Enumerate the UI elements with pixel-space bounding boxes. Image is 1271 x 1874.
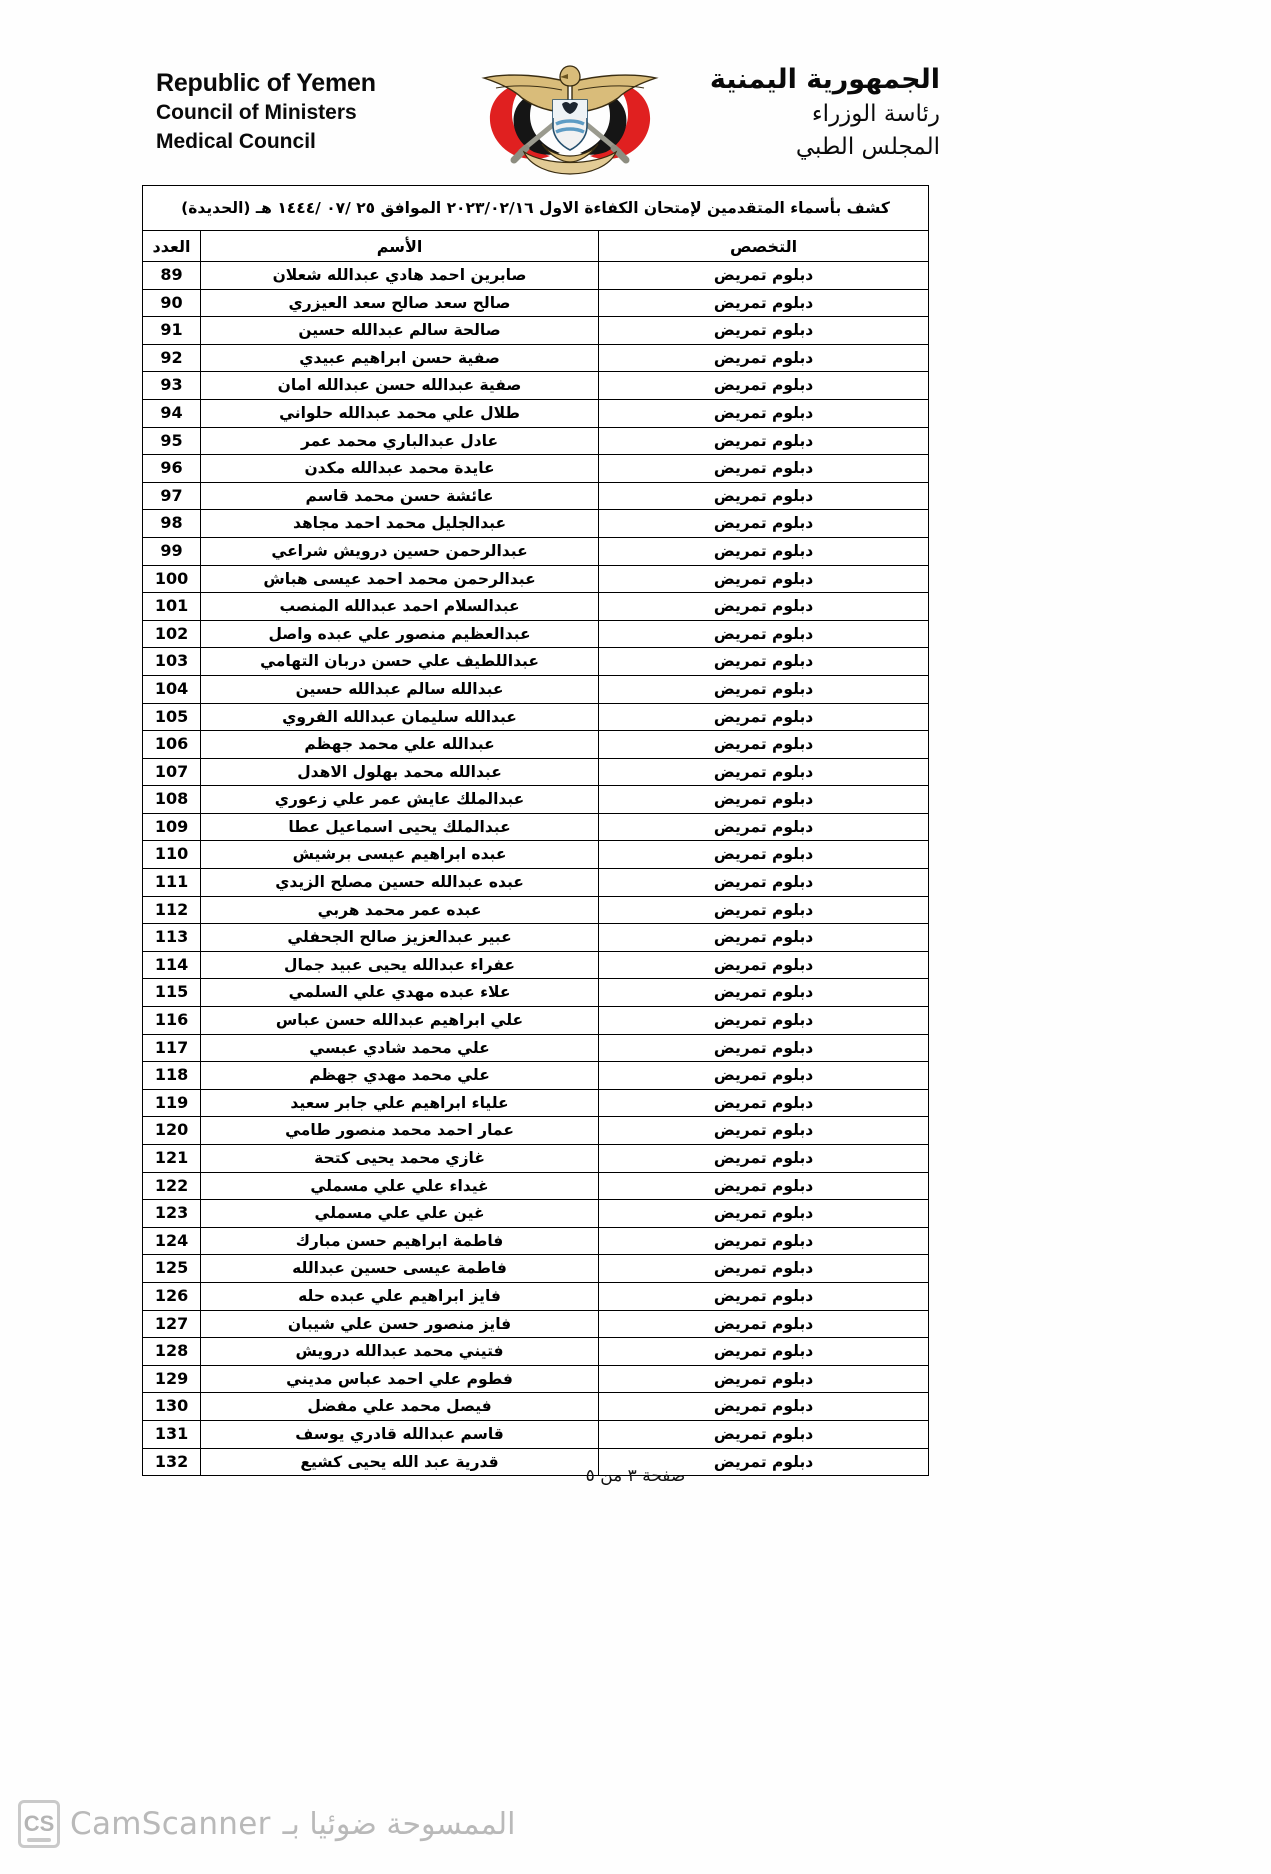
cell-specialization: دبلوم تمريض [599,841,929,869]
cell-name: عايدة محمد عبدالله مكدن [201,455,599,483]
table-row [143,1393,929,1421]
cell-specialization: دبلوم تمريض [599,399,929,427]
cell-name: صالحة سالم عبدالله حسين [201,317,599,345]
table-row [143,620,929,648]
cell-specialization: دبلوم تمريض [599,1393,929,1421]
cell-name: فاطمة عيسى حسين عبدالله [201,1255,599,1283]
cell-number: 130 [143,1393,201,1421]
table-row [143,1089,929,1117]
camscanner-watermark [18,1800,515,1848]
cell-specialization: دبلوم تمريض [599,1420,929,1448]
cell-number: 116 [143,1007,201,1035]
cell-name: صفية عبدالله حسن عبدالله امان [201,372,599,400]
cell-specialization: دبلوم تمريض [599,1145,929,1173]
cell-number: 131 [143,1420,201,1448]
cell-specialization: دبلوم تمريض [599,1448,929,1476]
table-title: كشف بأسماء المتقدمين لإمتحان الكفاءة الاول ٢٠٢٣/٠٢/١٦ الموافق ٢٥ /٠٧ /١٤٤٤ هـ (الحديدة) [143,186,929,231]
table-row [143,1255,929,1283]
table-row [143,344,929,372]
cell-number: 120 [143,1117,201,1145]
cell-specialization: دبلوم تمريض [599,896,929,924]
cell-name: علي ابراهيم عبدالله حسن عباس [201,1007,599,1035]
table-row [143,317,929,345]
cell-name: عبدالرحمن حسين درويش شراعي [201,537,599,565]
cell-name: عفراء عبدالله يحيى عبيد جمال [201,951,599,979]
table-row [143,1200,929,1228]
table-row [143,289,929,317]
cell-name: عبدالسلام احمد عبدالله المنصب [201,593,599,621]
cell-number: 108 [143,786,201,814]
cell-specialization: دبلوم تمريض [599,1034,929,1062]
cell-specialization: دبلوم تمريض [599,703,929,731]
cell-number: 102 [143,620,201,648]
table-row [143,427,929,455]
table-row [143,813,929,841]
cell-number: 90 [143,289,201,317]
cell-number: 106 [143,731,201,759]
cell-name: عبداللطيف علي حسن دربان التهامي [201,648,599,676]
cell-number: 118 [143,1062,201,1090]
cell-name: صالح سعد صالح سعد العيزري [201,289,599,317]
cell-number: 94 [143,399,201,427]
cell-number: 91 [143,317,201,345]
table-row [143,1338,929,1366]
table-row [143,924,929,952]
table-row [143,1282,929,1310]
page-number-footer: صفحة ٣ من ٥ [585,1466,686,1486]
cell-number: 114 [143,951,201,979]
cell-number: 98 [143,510,201,538]
cell-specialization: دبلوم تمريض [599,924,929,952]
cell-name: فتيني محمد عبدالله درويش [201,1338,599,1366]
cell-number: 103 [143,648,201,676]
cell-number: 126 [143,1282,201,1310]
letterhead-ar-line2: رئاسة الوزراء [811,101,940,127]
cell-specialization: دبلوم تمريض [599,813,929,841]
cell-number: 109 [143,813,201,841]
cell-specialization: دبلوم تمريض [599,1089,929,1117]
cell-name: غيداء علي علي مسملي [201,1172,599,1200]
cell-name: غازي محمد يحيى كتحة [201,1145,599,1173]
cell-name: غين علي علي مسملي [201,1200,599,1228]
cell-number: 129 [143,1365,201,1393]
table-row [143,262,929,290]
cell-specialization: دبلوم تمريض [599,455,929,483]
cell-specialization: دبلوم تمريض [599,620,929,648]
table-row [143,703,929,731]
cell-specialization: دبلوم تمريض [599,565,929,593]
cell-specialization: دبلوم تمريض [599,510,929,538]
table-row [143,1172,929,1200]
table-row [143,482,929,510]
cell-number: 100 [143,565,201,593]
cell-name: عبدالله سالم عبدالله حسين [201,675,599,703]
cell-number: 111 [143,869,201,897]
cell-name: علاء عبده مهدي علي السلمي [201,979,599,1007]
cell-number: 97 [143,482,201,510]
cell-number: 104 [143,675,201,703]
table-row [143,593,929,621]
cell-number: 105 [143,703,201,731]
camscanner-brand-text: CamScanner [70,1806,271,1842]
cell-name: علي محمد شادي عبسي [201,1034,599,1062]
cell-number: 128 [143,1338,201,1366]
table-row [143,565,929,593]
cell-number: 113 [143,924,201,952]
cell-specialization: دبلوم تمريض [599,869,929,897]
cell-name: صابرين احمد هادي عبدالله شعلان [201,262,599,290]
letterhead-english [156,68,376,156]
cell-specialization: دبلوم تمريض [599,427,929,455]
table-row [143,1227,929,1255]
cell-name: فاطمة ابراهيم حسن مبارك [201,1227,599,1255]
table-row [143,399,929,427]
table-row [143,758,929,786]
cell-number: 125 [143,1255,201,1283]
header-specialization: التخصص [599,231,929,262]
camscanner-arabic-text: الممسوحة ضوئيا بـ [282,1806,516,1842]
cell-name: عبير عبدالعزيز صالح الجحفلي [201,924,599,952]
letterhead-ar-line1: الجمهورية اليمنية [709,64,940,95]
table-row [143,372,929,400]
cell-specialization: دبلوم تمريض [599,262,929,290]
table-row [143,896,929,924]
table-row [143,455,929,483]
cell-number: 112 [143,896,201,924]
letterhead [140,52,940,182]
cell-number: 132 [143,1448,201,1476]
table-row [143,1062,929,1090]
table-row [143,1117,929,1145]
letterhead-en-line3: Medical Council [156,130,316,153]
cell-name: فيصل محمد علي مفضل [201,1393,599,1421]
cell-specialization: دبلوم تمريض [599,593,929,621]
cell-specialization: دبلوم تمريض [599,1062,929,1090]
cell-number: 127 [143,1310,201,1338]
table-row [143,1034,929,1062]
cell-specialization: دبلوم تمريض [599,786,929,814]
table-row [143,979,929,1007]
cell-specialization: دبلوم تمريض [599,1338,929,1366]
cell-number: 117 [143,1034,201,1062]
cell-number: 110 [143,841,201,869]
cell-specialization: دبلوم تمريض [599,537,929,565]
table-title-row [143,186,929,231]
cell-name: عبدالرحمن محمد احمد عيسى هباش [201,565,599,593]
cell-name: قدرية عبد الله يحيى كشيع [201,1448,599,1476]
cell-name: عبدالله سليمان عبدالله الفروي [201,703,599,731]
cell-specialization: دبلوم تمريض [599,1117,929,1145]
cell-name: علياء ابراهيم علي جابر سعيد [201,1089,599,1117]
cell-name: عبده عمر محمد هربي [201,896,599,924]
cell-specialization: دبلوم تمريض [599,1255,929,1283]
applicants-table [142,185,929,1476]
cell-name: عبدالملك يحيى اسماعيل عطا [201,813,599,841]
cell-specialization: دبلوم تمريض [599,289,929,317]
cell-name: فطوم علي احمد عباس مديني [201,1365,599,1393]
cell-specialization: دبلوم تمريض [599,1227,929,1255]
cell-specialization: دبلوم تمريض [599,675,929,703]
cell-number: 121 [143,1145,201,1173]
cell-number: 95 [143,427,201,455]
table-row [143,537,929,565]
cell-number: 89 [143,262,201,290]
cell-name: عبدالله علي محمد جهظم [201,731,599,759]
cell-number: 99 [143,537,201,565]
cell-name: عائشة حسن محمد قاسم [201,482,599,510]
cell-specialization: دبلوم تمريض [599,1310,929,1338]
letterhead-arabic [710,62,940,164]
cell-specialization: دبلوم تمريض [599,482,929,510]
camscanner-badge-icon: CS [18,1800,60,1848]
cell-name: طلال علي محمد عبدالله حلواني [201,399,599,427]
table-row [143,648,929,676]
yemen-national-emblem [450,56,690,176]
header-name: الأسم [201,231,599,262]
table-row [143,1145,929,1173]
cell-number: 119 [143,1089,201,1117]
letterhead-ar-line3: المجلس الطبي [795,134,940,160]
table-row [143,1310,929,1338]
cell-specialization: دبلوم تمريض [599,344,929,372]
cell-number: 96 [143,455,201,483]
cell-specialization: دبلوم تمريض [599,317,929,345]
table-row [143,510,929,538]
table-row [143,841,929,869]
table-row [143,869,929,897]
cell-name: عبده ابراهيم عيسى برشيش [201,841,599,869]
cell-number: 93 [143,372,201,400]
table-row [143,1365,929,1393]
cell-name: عبدالملك عايش عمر علي زعوري [201,786,599,814]
table-header-row [143,231,929,262]
cell-specialization: دبلوم تمريض [599,979,929,1007]
cell-name: عبدالعظيم منصور علي عبده واصل [201,620,599,648]
cell-name: عبدالجليل محمد احمد مجاهد [201,510,599,538]
cell-number: 101 [143,593,201,621]
cell-number: 123 [143,1200,201,1228]
cell-name: عبدالله محمد بهلول الاهدل [201,758,599,786]
cell-name: صفية حسن ابراهيم عبيدي [201,344,599,372]
letterhead-en-line1: Republic of Yemen [156,69,376,97]
table-row [143,675,929,703]
cell-name: فايز منصور حسن علي شيبان [201,1310,599,1338]
cell-specialization: دبلوم تمريض [599,648,929,676]
cell-name: عادل عبدالباري محمد عمر [201,427,599,455]
cell-specialization: دبلوم تمريض [599,951,929,979]
cell-number: 92 [143,344,201,372]
cell-name: قاسم عبدالله قادري يوسف [201,1420,599,1448]
table-row [143,731,929,759]
cell-name: عمار احمد محمد منصور طامي [201,1117,599,1145]
table-row [143,786,929,814]
cell-name: علي محمد مهدي جهظم [201,1062,599,1090]
table-row [143,951,929,979]
cell-specialization: دبلوم تمريض [599,1365,929,1393]
cell-number: 124 [143,1227,201,1255]
cell-number: 115 [143,979,201,1007]
cell-number: 122 [143,1172,201,1200]
cell-specialization: دبلوم تمريض [599,1172,929,1200]
cell-specialization: دبلوم تمريض [599,758,929,786]
letterhead-en-line2: Council of Ministers [156,101,357,124]
cell-specialization: دبلوم تمريض [599,372,929,400]
cell-name: فايز ابراهيم علي عبده حله [201,1282,599,1310]
cell-name: عبده عبدالله حسين مصلح الزيدي [201,869,599,897]
table-row [143,1420,929,1448]
cell-number: 107 [143,758,201,786]
table-body [143,262,929,1476]
cell-specialization: دبلوم تمريض [599,731,929,759]
table-row [143,1007,929,1035]
header-number: العدد [143,231,201,262]
cell-specialization: دبلوم تمريض [599,1200,929,1228]
cell-specialization: دبلوم تمريض [599,1282,929,1310]
cell-specialization: دبلوم تمريض [599,1007,929,1035]
